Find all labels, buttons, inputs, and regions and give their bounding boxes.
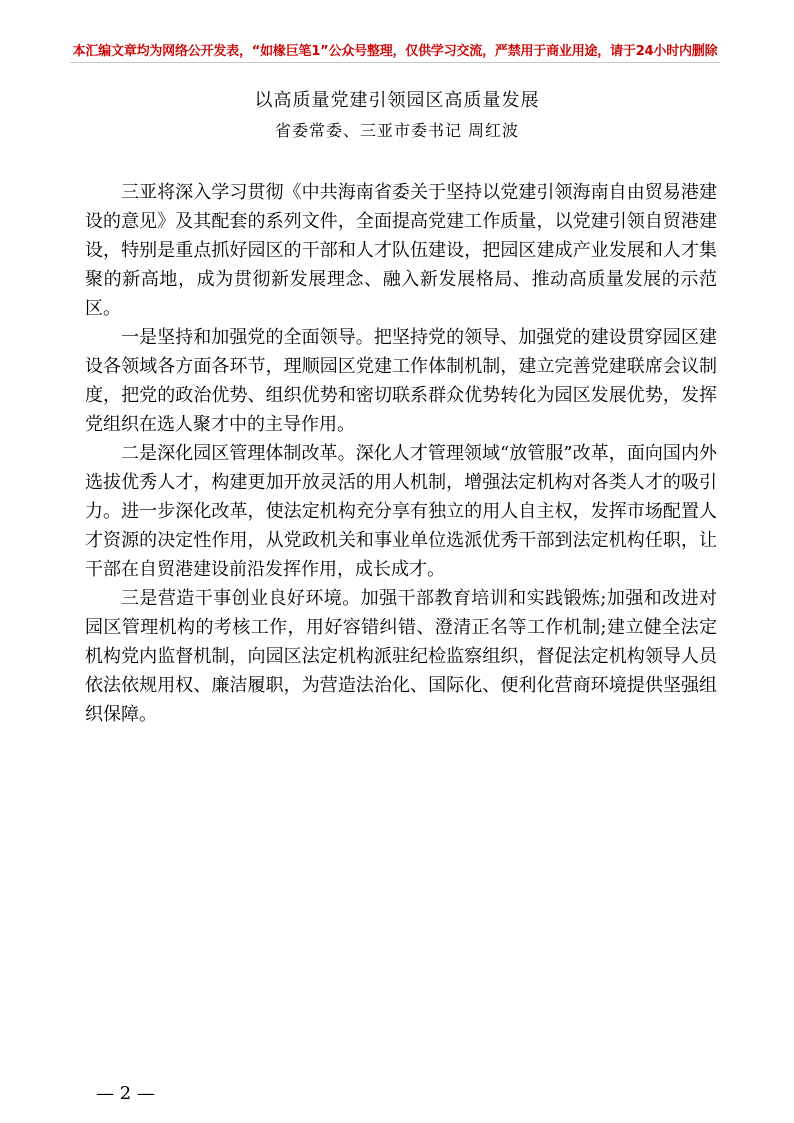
author-byline: 省委常委、三亚市委书记 周红波 [274,121,520,140]
article-title: 以高质量党建引领园区高质量发展 [254,90,540,111]
paragraph-lead: 三是营造干事创业良好环境。 [121,588,361,609]
paragraph: 一是坚持和加强党的全面领导。把坚持党的领导、加强党的建设贯穿园区建设各领域各方面各环节，理顺园区党建工作体制机制，建立完善党建联席会议制度，把党的政治优势、组织优势和密切联系群众优势转化为园区发展优势，发挥党组织在选人聚才中的主导作用。 [85,327,717,435]
paragraph-lead: 二是深化园区管理体制改革。 [121,443,356,464]
page-number: — 2 — [96,1083,155,1104]
copyright-banner: 本汇编文章均为网络公开发表，“如椽巨笔1”公众号整理，仅供学习交流，严禁用于商业用途，请于24小时内删除 [72,44,718,59]
paragraph-lead: 一是坚持和加强党的全面领导。 [121,327,374,348]
paragraph: 三是营造干事创业良好环境。加强干部教育培训和实践锻炼;加强和改进对园区管理机构的考核工作，用好容错纠错、澄清正名等工作机制;建立健全法定机构党内监督机制，向园区法定机构派驻纪检监察组织，督促法定机构领导人员依法依规用权、廉洁履职，为营造法治化、国际化、便利化营商环境提供坚强组织保障。 [85,588,718,725]
paragraph: 三亚将深入学习贯彻《中共海南省委关于坚持以党建引领海南自由贸易港建设的意见》及其配套的系列文件，全面提高党建工作质量，以党建引领自贸港建设，特别是重点抓好园区的干部和人才队伍建设，把园区建成产业发展和人才集聚的新高地，成为贯彻新发展理念、融入新发展格局、推动高质量发展的示范区。 [85,182,717,319]
header-rule [70,62,720,63]
paragraph: 二是深化园区管理体制改革。深化人才管理领域“放管服”改革，面向国内外选拔优秀人才，构建更加开放灵活的用人机制，增强法定机构对各类人才的吸引力。进一步深化改革，使法定机构充分享有独立的用人自主权，发挥市场配置人才资源的决定性作用，从党政机关和事业单位选派优秀干部到法定机构任职，让干部在自贸港建设前沿发挥作用，成长成才。 [85,443,718,580]
article-body [85,178,717,729]
